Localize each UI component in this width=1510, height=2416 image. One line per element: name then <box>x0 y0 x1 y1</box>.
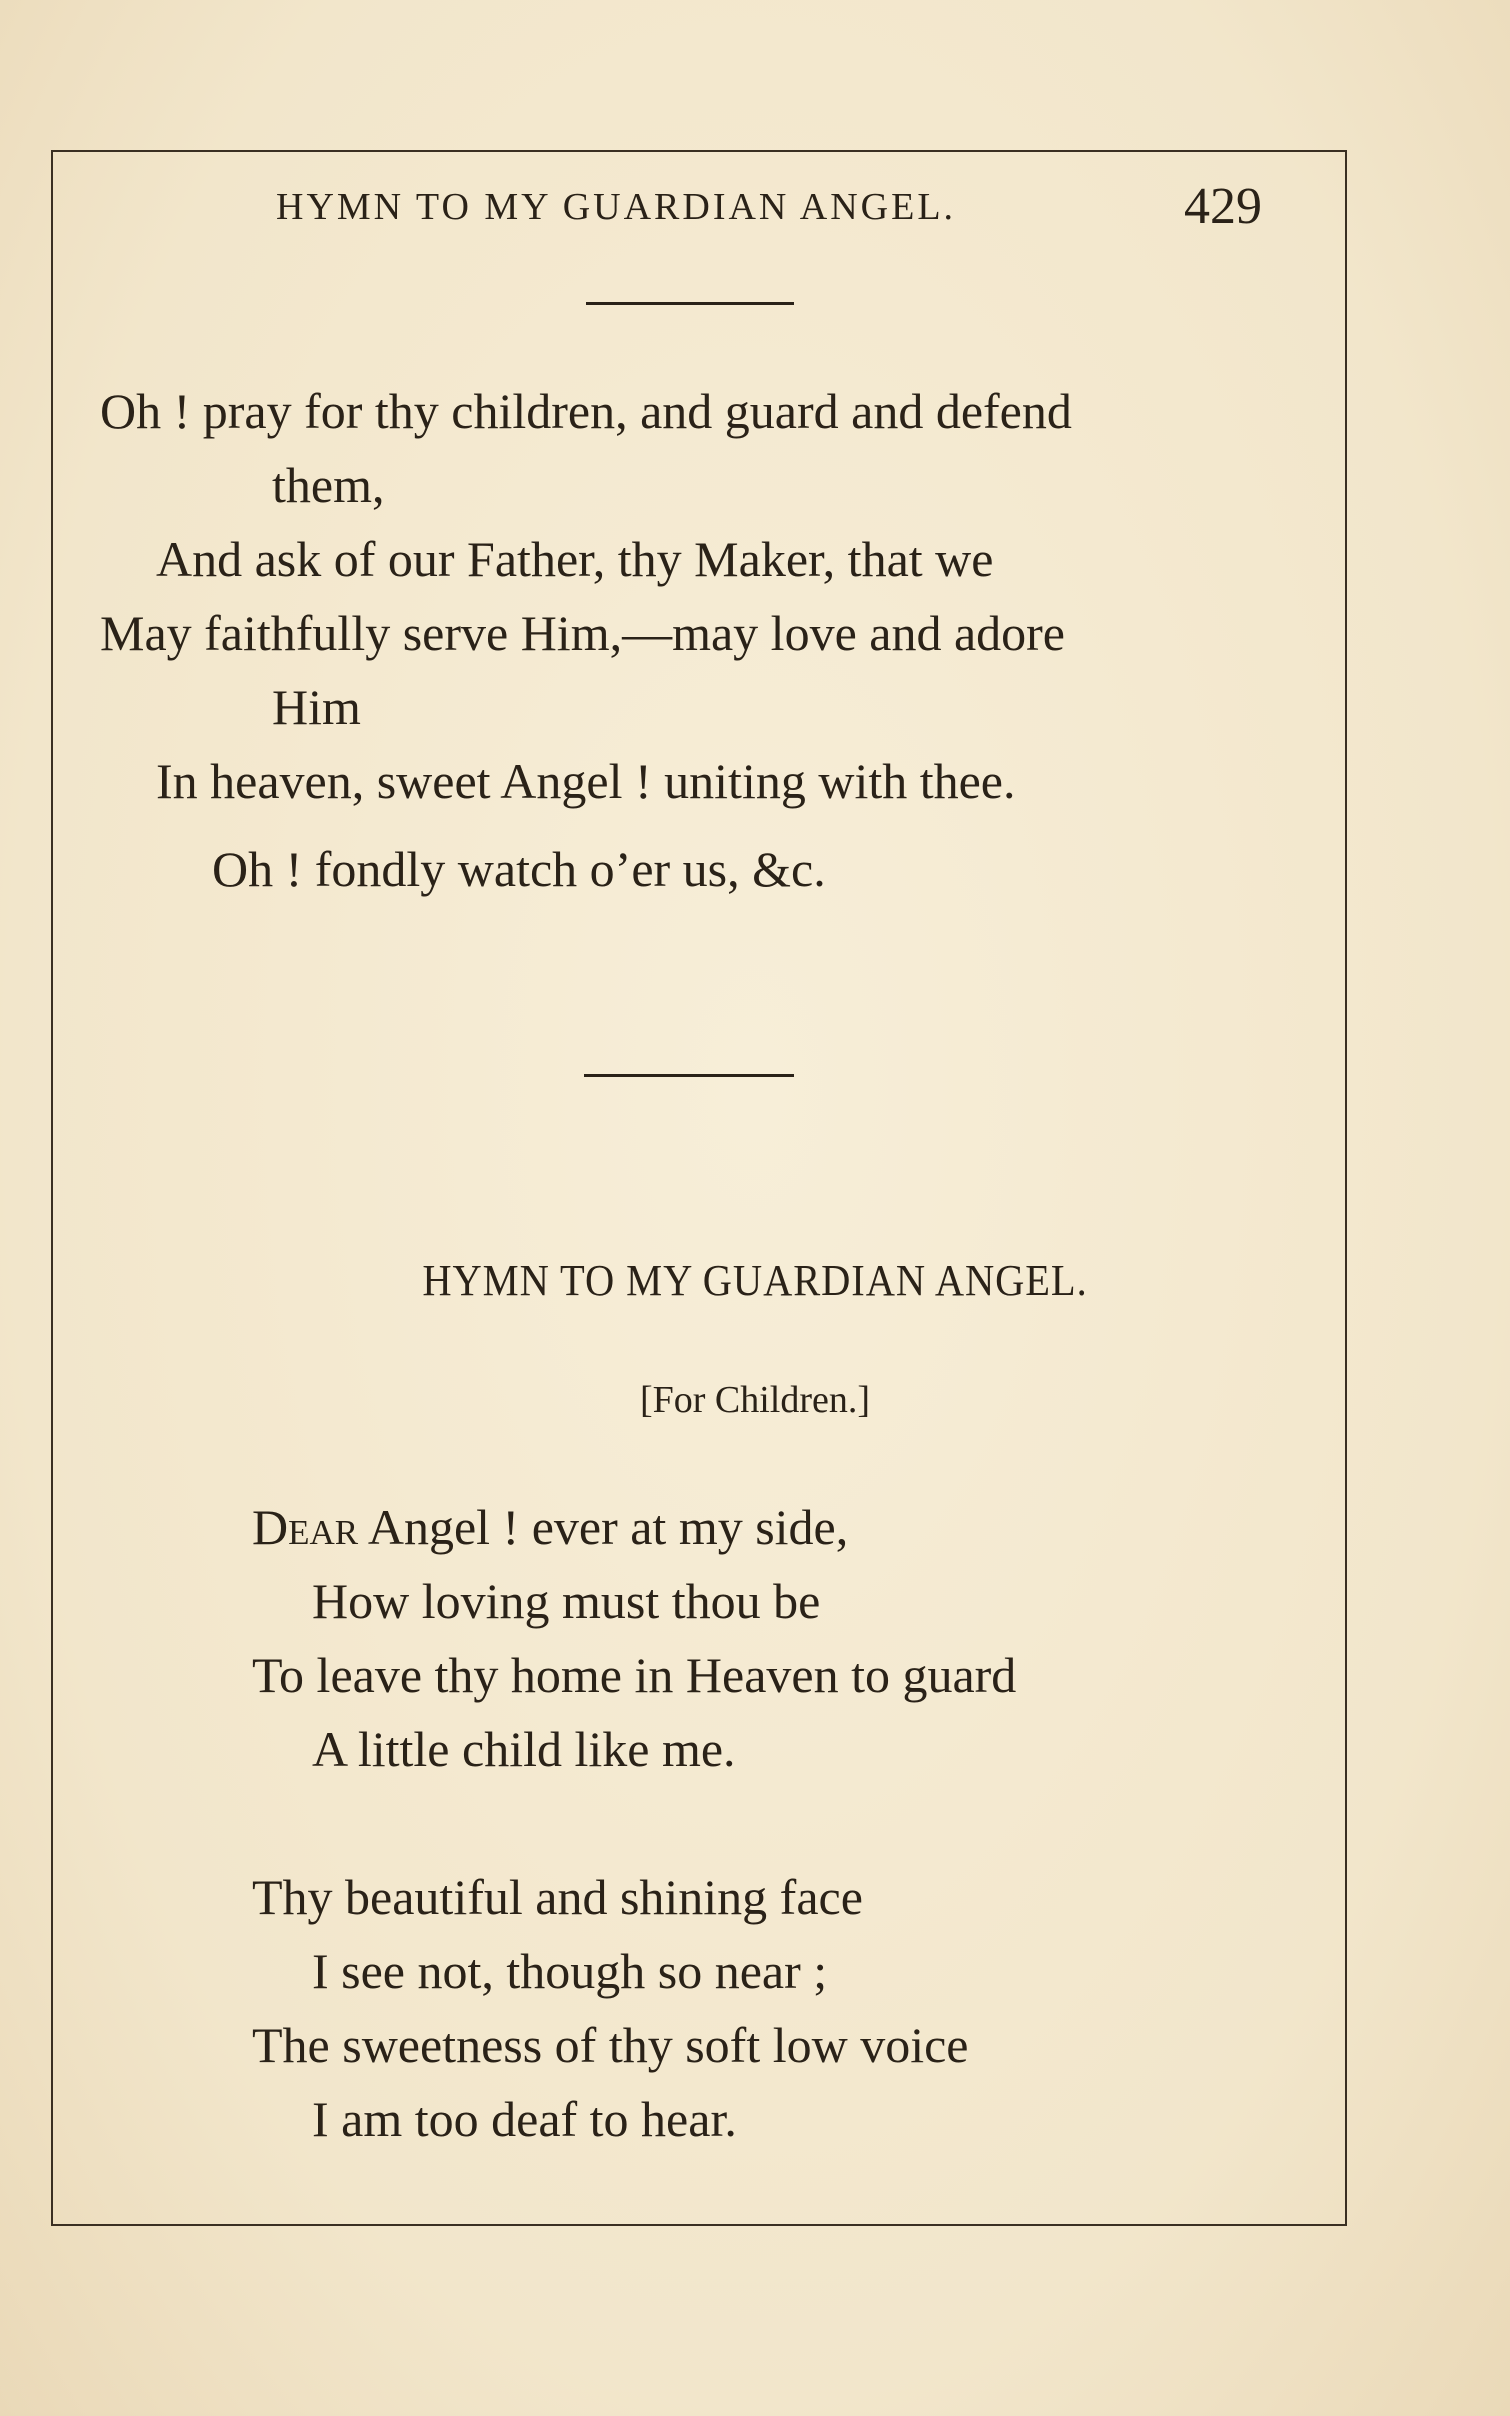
hymn-subtitle: [For Children.] <box>639 1379 871 1421</box>
verse-line: Oh ! pray for thy children, and guard and defend <box>100 383 1072 439</box>
running-head <box>0 175 1510 235</box>
verse-line-first <box>252 1490 1016 1564</box>
section-divider <box>584 1074 794 1077</box>
verse-line: And ask of our Father, thy Maker, that we <box>156 531 994 587</box>
verse-line: I see not, though so near ; <box>312 1943 828 1999</box>
first-line-rest: Angel ! ever at my side, <box>358 1499 849 1555</box>
verse-line: A little child like me. <box>312 1721 736 1777</box>
verse-line: To leave thy home in Heaven to guard <box>252 1647 1017 1703</box>
verse-line: Oh ! fondly watch o’er us, &c. <box>212 841 826 897</box>
stanza-1 <box>252 1490 1016 1786</box>
page-number: 429 <box>1184 178 1262 235</box>
verse-line: them, <box>272 457 385 513</box>
verse-line: I am too deaf to hear. <box>312 2091 737 2147</box>
verse-line: In heaven, sweet Angel ! uniting with thee. <box>156 753 1016 809</box>
verse-line: Him <box>272 679 361 735</box>
stanza-top <box>100 374 1072 906</box>
running-head-title: HYMN TO MY GUARDIAN ANGEL. <box>276 186 957 228</box>
stanza-2 <box>252 1860 969 2156</box>
verse-line: How loving must thou be <box>312 1573 821 1629</box>
verse-line: May faithfully serve Him,—may love and adore <box>100 605 1065 661</box>
header-rule <box>586 302 794 305</box>
verse-line: Thy beautiful and shining face <box>252 1869 863 1925</box>
verse-line: The sweetness of thy soft low voice <box>252 2017 969 2073</box>
drop-word: Dear <box>252 1499 359 1555</box>
hymn-title: HYMN TO MY GUARDIAN ANGEL. <box>422 1256 1088 1305</box>
